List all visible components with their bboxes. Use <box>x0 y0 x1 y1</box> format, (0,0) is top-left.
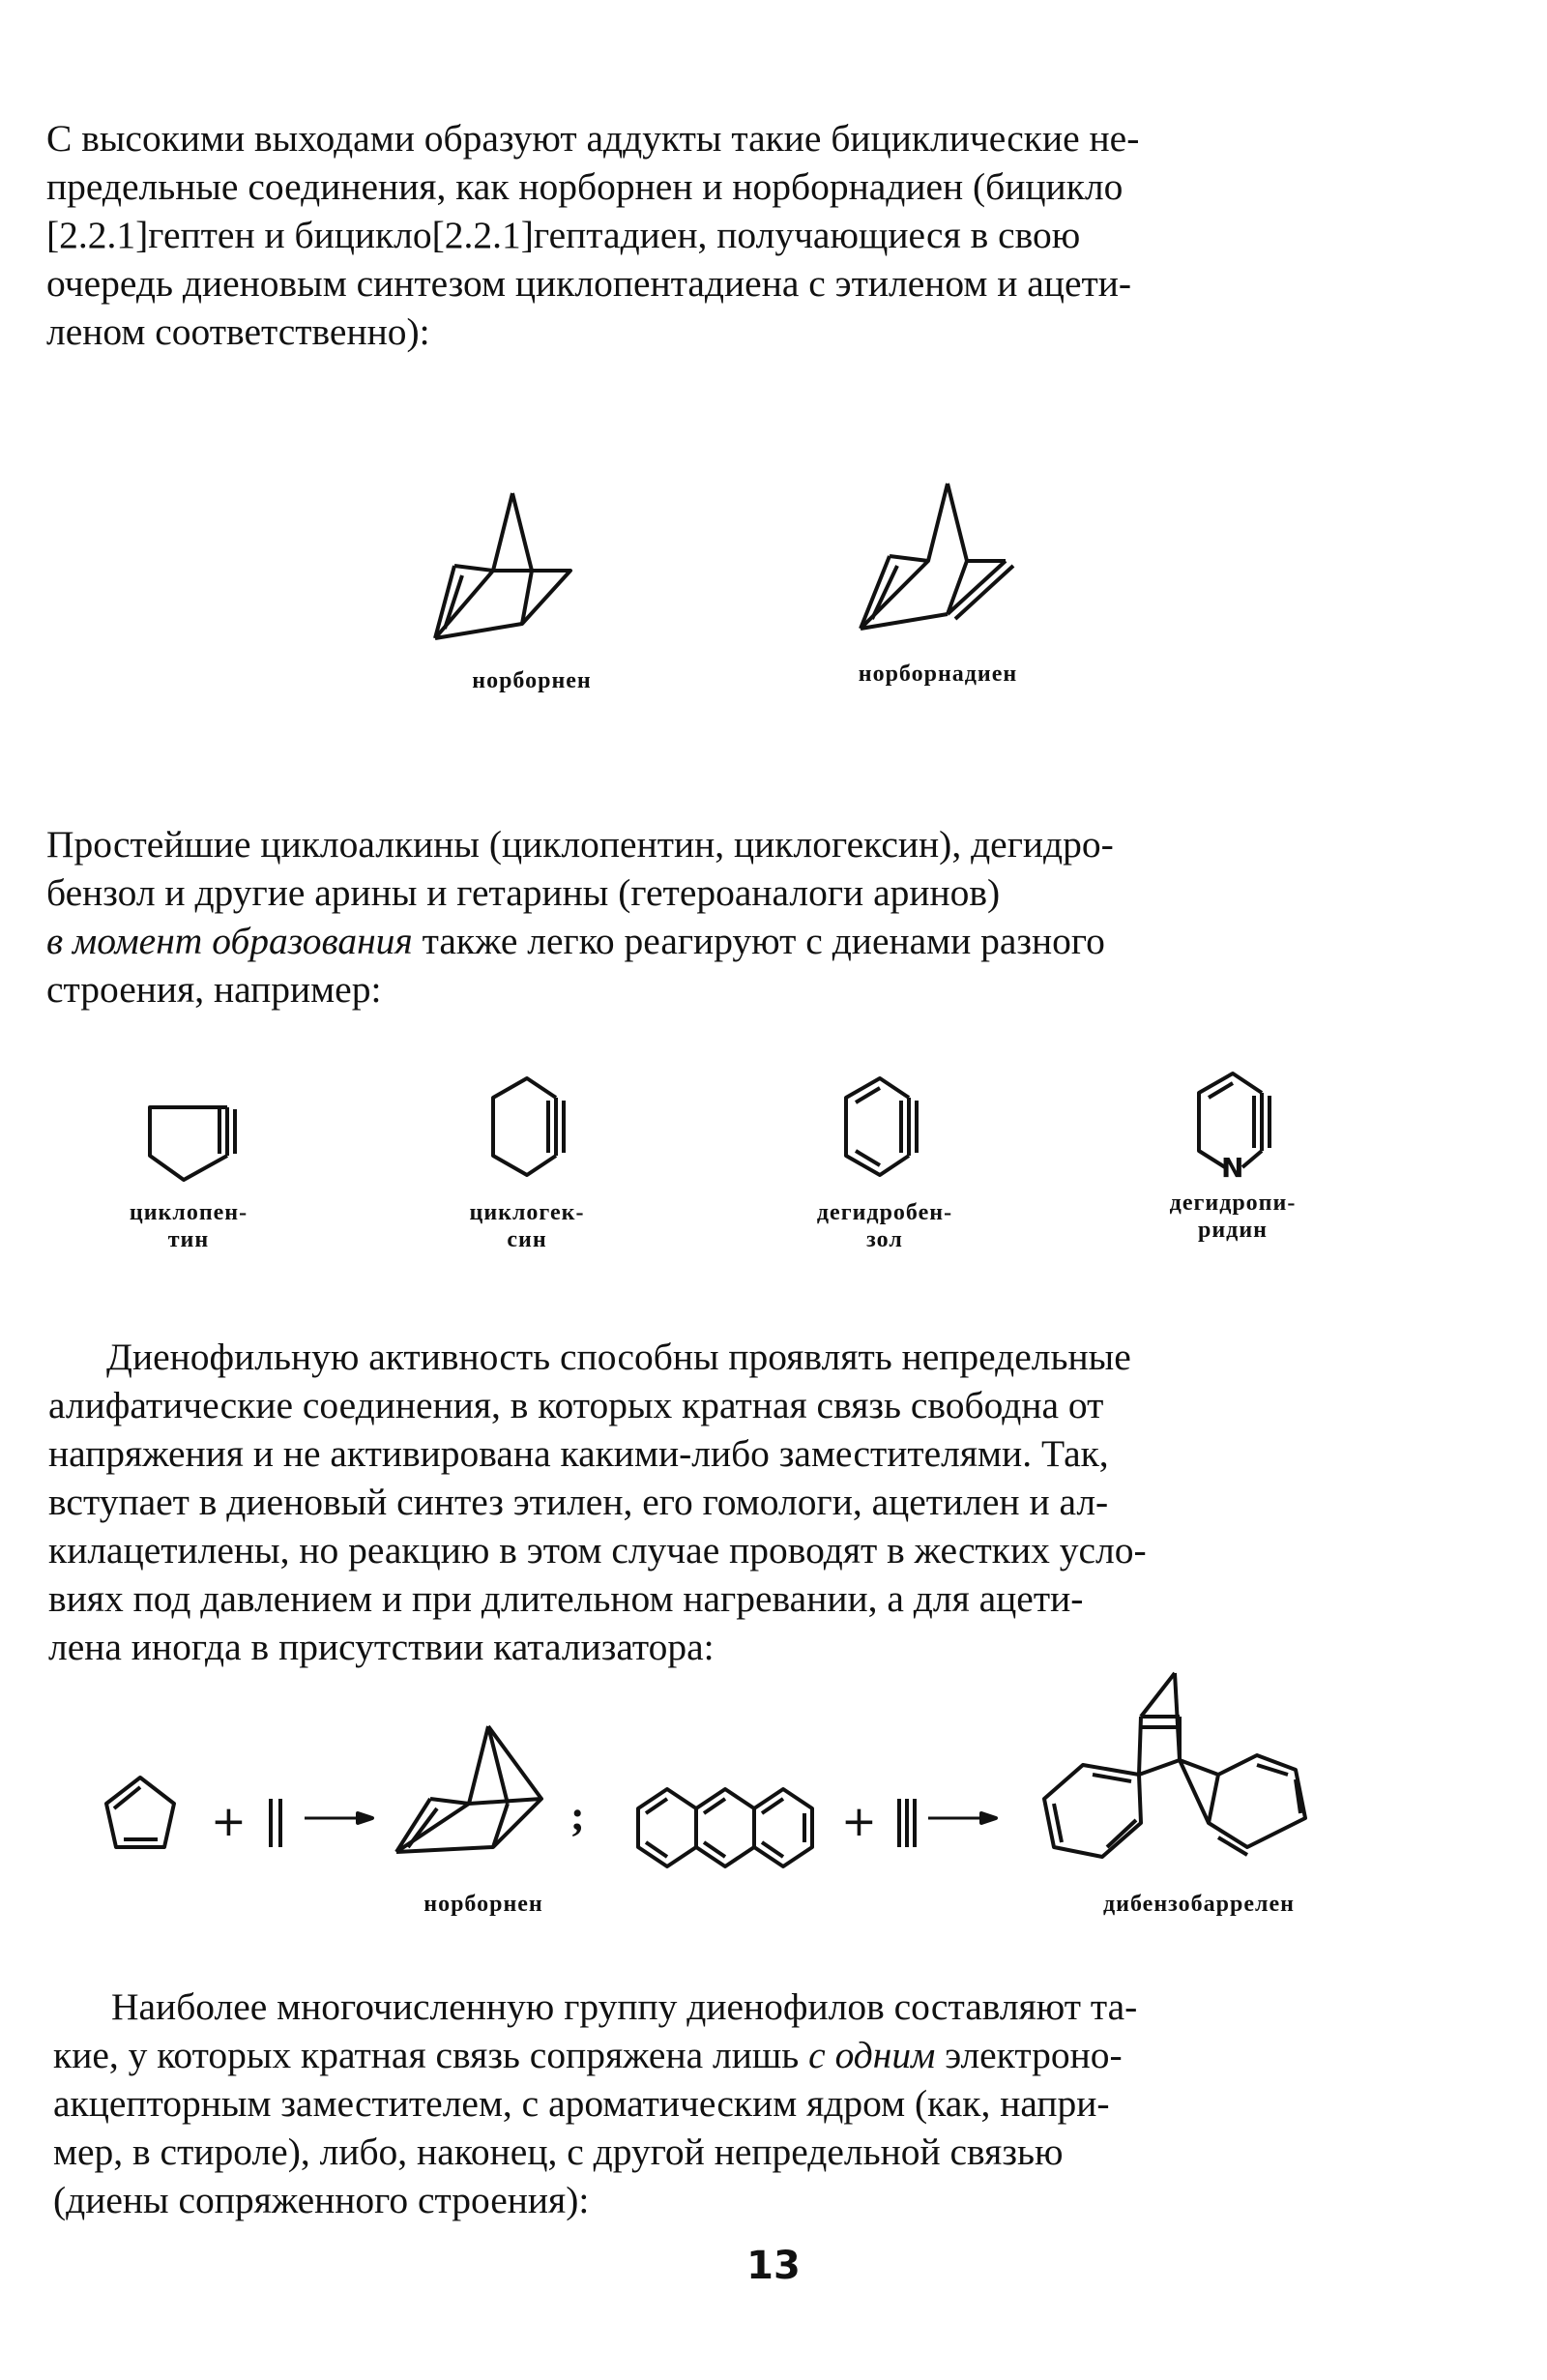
caption-cyclopentyne: циклопен- тин <box>129 1200 248 1252</box>
paragraph-3 <box>48 1333 1397 1671</box>
paragraph-2 <box>46 820 1395 1014</box>
norbornene-product-structure <box>396 1726 541 1852</box>
text-line: лена иногда в присутствии катализатора: <box>48 1626 715 1668</box>
text-line: алифатические соединения, в которых кратная связь свободна от <box>48 1384 1104 1426</box>
caption-norbornene-product: норборнен <box>423 1892 543 1917</box>
caption-dehydrobenzene: дегидробен- зол <box>816 1200 953 1252</box>
text-line: (диены сопряженного строения): <box>53 2179 590 2221</box>
caption-dibenzobarrelene: дибензобаррелен <box>1103 1892 1295 1917</box>
text-line: очередь диеновым синтезом циклопентадиена с этиленом и ацети- <box>46 262 1132 305</box>
text-line: Простейшие циклоалкины (циклопентин, циклогексин), дегидро- <box>46 823 1114 866</box>
cyclopentyne-structure <box>140 1088 247 1194</box>
text-line: строения, например: <box>46 968 382 1011</box>
arrow <box>928 1813 996 1823</box>
text-line: мер, в стироле), либо, наконец, с другой непредельной связью <box>53 2130 1064 2173</box>
text-line: [2.2.1]гептен и бицикло[2.2.1]гептадиен, получающиеся в свою <box>46 214 1081 256</box>
text-line: Диенофильную активность способны проявлять непредельные <box>106 1336 1131 1378</box>
dehydrobenzene-structure <box>827 1064 933 1199</box>
text-line: в момент образования также легко реагируют с диенами разного <box>46 920 1105 962</box>
cyclohexyne-structure <box>474 1064 580 1199</box>
plus-sign: + <box>841 1797 877 1846</box>
ethylene-structure <box>271 1799 280 1847</box>
norbornene-structure <box>416 484 628 658</box>
text-line: виях под давлением и при длительном нагревании, а для ацети- <box>48 1577 1084 1620</box>
caption-dehydropyridine: дегидропи- ридин <box>1169 1190 1297 1243</box>
plus-sign: + <box>211 1797 247 1846</box>
text-line: кие, у которых кратная связь сопряжена лишь с одним электроно- <box>53 2034 1123 2076</box>
arrow <box>305 1813 372 1823</box>
cyclopentadiene-structure <box>106 1778 174 1847</box>
text-line: Наиболее многочисленную группу диенофилов составляют та- <box>111 1985 1138 2028</box>
text-line: килацетилены, но реакцию в этом случае проводят в жестких усло- <box>48 1529 1147 1572</box>
norbornadiene-structure <box>841 474 1054 648</box>
paragraph-4 <box>53 1983 1402 2224</box>
reaction-scheme <box>97 1663 1412 1895</box>
italic-phrase: в момент образования <box>46 920 413 962</box>
anthracene-structure <box>638 1789 812 1866</box>
text-line: С высокими выходами образуют аддукты такие бициклические не- <box>46 117 1140 160</box>
italic-phrase: с одним <box>808 2034 936 2076</box>
paragraph-1 <box>46 114 1395 356</box>
page-number: 13 <box>746 2244 801 2288</box>
text-line: леном соответственно): <box>46 310 430 353</box>
dehydropyridine-structure <box>1175 1059 1291 1194</box>
acetylene-structure <box>899 1799 915 1847</box>
text-line: бензол и другие арины и гетарины (гетероаналоги аринов) <box>46 871 1001 914</box>
text-line: вступает в диеновый синтез этилен, его гомологи, ацетилен и ал- <box>48 1481 1109 1523</box>
text-line: напряжения и не активирована какими-либо заместителями. Так, <box>48 1432 1109 1475</box>
text-line: акцепторным заместителем, с ароматическим ядром (как, напри- <box>53 2082 1110 2125</box>
caption-norbornadiene: норборнадиен <box>858 661 1018 687</box>
nitrogen-label: N <box>1221 1152 1244 1184</box>
dibenzobarrelene-structure <box>1044 1673 1305 1857</box>
text-line: предельные соединения, как норборнен и норборнадиен (бицикло <box>46 165 1124 208</box>
separator: ; <box>570 1792 585 1839</box>
caption-norbornene: норборнен <box>472 668 592 693</box>
caption-cyclohexyne: циклогек- син <box>469 1200 585 1252</box>
